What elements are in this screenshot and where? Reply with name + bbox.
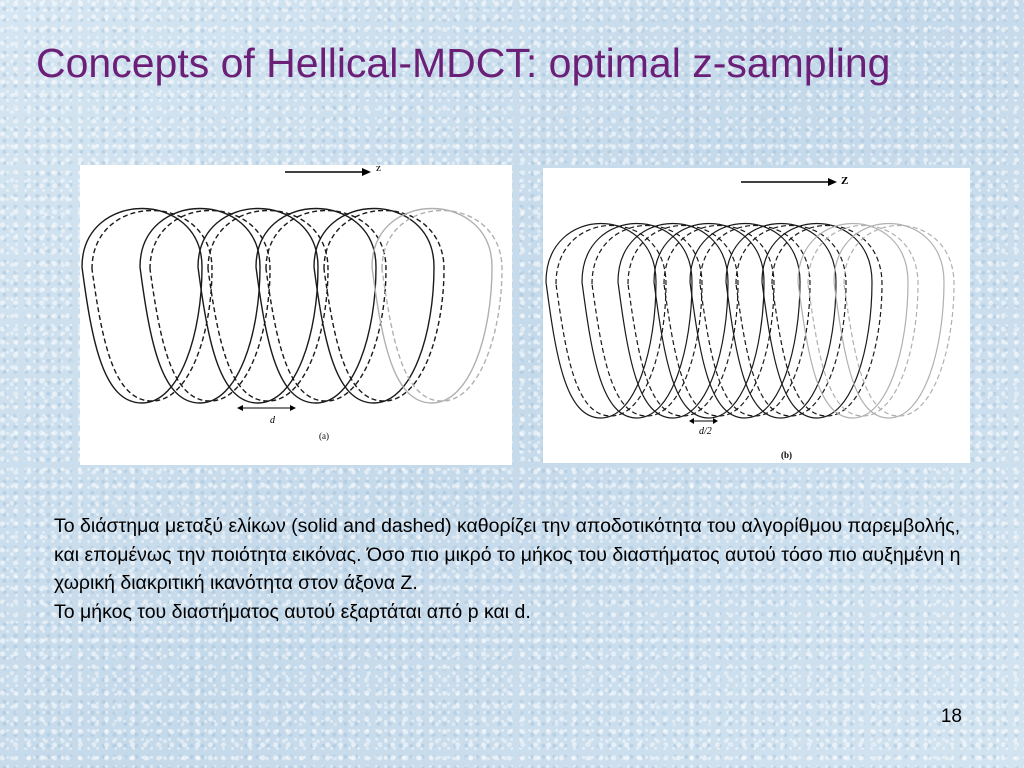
helix-diagram-a	[80, 165, 512, 465]
z-axis-label-b: Z	[841, 175, 849, 187]
gap-marker-a	[237, 405, 296, 411]
helix-diagram-b-svg	[543, 168, 970, 463]
helix-diagram-a-svg	[80, 165, 512, 465]
page-number: 18	[940, 706, 962, 727]
helix-loop-solid	[798, 224, 908, 419]
body-paragraph-2: Το μήκος του διαστήματος αυτού εξαρτάται από p και d.	[54, 600, 531, 623]
caption-a: (a)	[319, 431, 329, 441]
helix-loop-dashed	[844, 226, 954, 417]
gap-label-b: d/2	[699, 426, 712, 437]
z-axis-arrow-a	[285, 168, 371, 176]
slide-title: Concepts of Hellical-MDCT: optimal z-sampling	[36, 40, 891, 86]
helix-loop-solid	[834, 224, 944, 419]
helix-loops-a	[82, 209, 502, 404]
gap-marker-b	[689, 418, 718, 424]
helix-loop-dashed	[92, 211, 212, 402]
gap-label-a: d	[270, 415, 275, 426]
body-paragraph-1: Το διάστημα μεταξύ ελίκων (solid and dashed) καθορίζει την αποδοτικότητα του αλγορίθμου παρεμβολής, και επομένως την ποιότητα εικόνας. Όσο πιο μικρό το μήκος του διαστήματος αυτού τόσο πιο αυξημένη η χωρική διακριτική ικανότητα στον άξονα Z.	[54, 515, 961, 594]
helix-loops-b	[546, 224, 954, 419]
helix-loop-dashed	[808, 226, 918, 417]
body-text	[54, 512, 974, 626]
z-axis-label-a: z	[376, 165, 381, 174]
helix-diagram-b	[543, 168, 970, 463]
z-axis-arrow-b	[741, 178, 837, 186]
caption-b: (b)	[781, 450, 792, 460]
